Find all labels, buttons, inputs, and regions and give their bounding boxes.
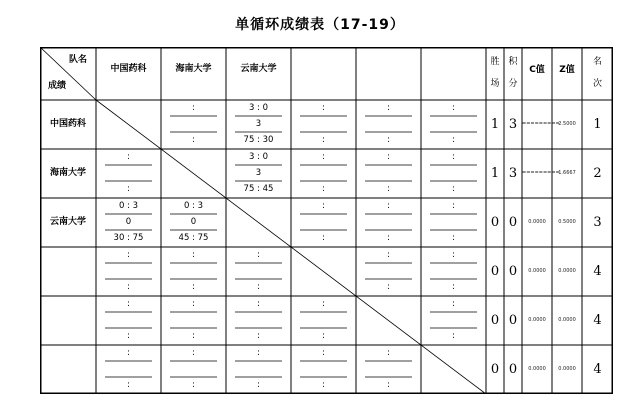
score-line-points: :	[322, 380, 325, 390]
score-line-points: :	[322, 135, 325, 145]
score-line-points: :	[127, 282, 130, 292]
score-line-sets: :	[127, 348, 130, 358]
team-header: 中国药科	[110, 64, 147, 74]
wins-value: 1	[490, 117, 500, 132]
score-line-sets: 0 : 3	[118, 201, 139, 211]
row-team-name	[40, 296, 96, 345]
score-line-sets: :	[127, 250, 130, 260]
score-line-result	[421, 314, 486, 326]
row-team-name: 海南大学	[49, 168, 86, 178]
score-line-result	[96, 167, 161, 179]
score-line-result	[291, 314, 356, 326]
z-value: 1.6667	[558, 170, 576, 176]
score-line-result	[356, 216, 421, 228]
score-line-points: :	[322, 184, 325, 194]
points-value: 3	[508, 117, 518, 132]
wins-header-char: 场	[490, 79, 500, 89]
score-line-points: :	[257, 331, 260, 341]
score-line-sets: :	[322, 201, 325, 211]
corner-label-score: 成绩	[47, 81, 66, 91]
score-line-result	[291, 118, 356, 130]
score-line-sets: :	[127, 152, 130, 162]
c-value: =========	[522, 170, 560, 176]
score-line-result: 0	[125, 217, 132, 227]
rank-value: 2	[593, 166, 602, 181]
score-line-points: :	[322, 331, 325, 341]
team-header: 海南大学	[175, 64, 212, 74]
corner-label-team: 队名	[68, 55, 87, 65]
score-line-result	[226, 314, 291, 326]
wins-header	[486, 51, 504, 95]
round-robin-table	[40, 47, 613, 394]
score-line-result	[356, 363, 421, 375]
wins-value: 0	[490, 215, 500, 230]
rank-header-char: 名	[592, 57, 602, 67]
c-value: 0.0000	[528, 268, 546, 274]
score-line-points: :	[127, 184, 130, 194]
row-team-name	[40, 345, 96, 394]
points-header-char: 分	[508, 79, 518, 89]
rank-value: 3	[593, 215, 602, 230]
team-header	[421, 61, 486, 77]
score-line-sets: :	[257, 348, 260, 358]
score-line-points: :	[452, 233, 455, 243]
rank-header	[582, 51, 613, 95]
score-line-result: 3	[255, 168, 262, 178]
score-line-sets: :	[322, 348, 325, 358]
score-line-result	[356, 265, 421, 277]
score-line-points: :	[192, 282, 195, 292]
score-line-points: :	[322, 233, 325, 243]
score-line-points: 45 : 75	[178, 233, 209, 243]
score-line-result	[291, 363, 356, 375]
score-line-result: 0	[190, 217, 197, 227]
score-line-sets: :	[322, 299, 325, 309]
score-line-points: :	[257, 380, 260, 390]
score-line-points: :	[387, 233, 390, 243]
score-line-sets: :	[192, 103, 195, 113]
c-value: 0.0000	[528, 317, 546, 323]
score-line-points: :	[452, 331, 455, 341]
score-line-sets: :	[387, 348, 390, 358]
score-line-result	[96, 314, 161, 326]
points-header-char: 积	[508, 57, 518, 67]
score-line-points: :	[387, 282, 390, 292]
score-line-result: 3	[255, 119, 262, 129]
score-line-sets: :	[322, 152, 325, 162]
score-line-sets: :	[387, 250, 390, 260]
rank-value: 4	[593, 313, 602, 328]
score-line-points: :	[452, 135, 455, 145]
z-value: 0.0000	[558, 268, 576, 274]
row-team-name: 云南大学	[49, 217, 86, 227]
score-line-points: 30 : 75	[113, 233, 144, 243]
score-line-sets: :	[452, 299, 455, 309]
score-line-result	[161, 314, 226, 326]
score-line-points: :	[257, 282, 260, 292]
rank-value: 1	[593, 117, 602, 132]
score-line-result	[96, 265, 161, 277]
score-line-points: 75 : 30	[243, 135, 274, 145]
rank-value: 4	[593, 362, 602, 377]
points-value: 3	[508, 166, 518, 181]
score-line-result	[421, 167, 486, 179]
score-line-points: :	[452, 184, 455, 194]
score-line-sets: 0 : 3	[183, 201, 204, 211]
points-value: 0	[508, 313, 518, 328]
score-line-sets: :	[127, 299, 130, 309]
score-line-result	[161, 265, 226, 277]
score-line-points: :	[387, 135, 390, 145]
z-value: 0.0000	[558, 317, 576, 323]
z-value-header: Z值	[559, 65, 575, 75]
score-line-result	[356, 167, 421, 179]
score-line-result	[356, 118, 421, 130]
score-line-points: :	[127, 331, 130, 341]
score-line-points: :	[452, 282, 455, 292]
c-value: 0.0000	[528, 366, 546, 372]
score-line-points: :	[387, 184, 390, 194]
score-line-result	[421, 265, 486, 277]
team-header	[291, 61, 356, 77]
score-line-sets: :	[452, 152, 455, 162]
score-line-sets: :	[452, 103, 455, 113]
score-line-points: :	[387, 380, 390, 390]
score-line-sets: 3 : 0	[248, 103, 269, 113]
score-line-points: 75 : 45	[243, 184, 274, 194]
rank-value: 4	[593, 264, 602, 279]
row-team-name	[40, 247, 96, 296]
score-line-result	[291, 167, 356, 179]
score-line-sets: :	[387, 103, 390, 113]
score-line-result	[161, 363, 226, 375]
score-line-sets: :	[452, 250, 455, 260]
wins-header-char: 胜	[490, 57, 500, 67]
c-value-header: C值	[529, 65, 545, 75]
wins-value: 1	[490, 166, 500, 181]
points-value: 0	[508, 215, 518, 230]
score-line-result	[161, 118, 226, 130]
points-value: 0	[508, 362, 518, 377]
wins-value: 0	[490, 264, 500, 279]
wins-value: 0	[490, 313, 500, 328]
score-line-sets: :	[387, 201, 390, 211]
score-line-sets: :	[257, 299, 260, 309]
score-line-points: :	[192, 135, 195, 145]
rank-header-char: 次	[592, 79, 602, 89]
score-line-points: :	[192, 331, 195, 341]
c-value: =========	[522, 121, 560, 127]
points-header	[504, 51, 522, 95]
score-line-sets: :	[387, 152, 390, 162]
score-line-sets: :	[192, 250, 195, 260]
row-team-name: 中国药科	[49, 119, 86, 129]
score-line-result	[226, 363, 291, 375]
score-line-result	[291, 216, 356, 228]
score-line-result	[421, 118, 486, 130]
score-line-sets: 3 : 0	[248, 152, 269, 162]
wins-value: 0	[490, 362, 500, 377]
team-header: 云南大学	[240, 64, 277, 74]
score-line-points: :	[127, 380, 130, 390]
score-line-points: :	[192, 380, 195, 390]
score-line-sets: :	[322, 103, 325, 113]
z-value: 2.5000	[558, 121, 576, 127]
z-value: 0.5000	[558, 219, 576, 225]
team-header	[356, 61, 421, 77]
score-line-sets: :	[452, 201, 455, 211]
score-line-result	[226, 265, 291, 277]
points-value: 0	[508, 264, 518, 279]
score-line-result	[96, 363, 161, 375]
c-value: 0.0000	[528, 219, 546, 225]
score-line-result	[421, 216, 486, 228]
z-value: 0.0000	[558, 366, 576, 372]
page-title: 单循环成绩表（17-19）	[235, 17, 405, 33]
score-line-sets: :	[257, 250, 260, 260]
score-line-sets: :	[192, 299, 195, 309]
score-line-sets: :	[192, 348, 195, 358]
